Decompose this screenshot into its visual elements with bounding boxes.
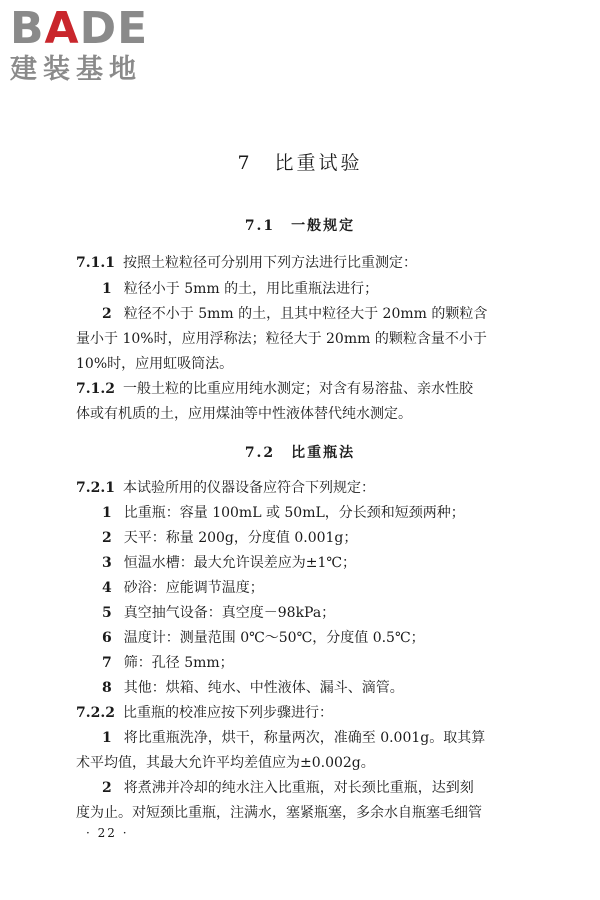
clause-7-1-1-item-2-cont: 量小于 10%时，应用浮称法；粒径大于 20mm 的颗粒含量不小于 bbox=[76, 331, 487, 347]
clause-7-2-2: 7.2.2 比重瓶的校准应按下列步骤进行： bbox=[76, 705, 333, 721]
clause-7-1-1-item-2: 2 粒径不小于 5mm 的土，且其中粒径大于 20mm 的颗粒含 bbox=[102, 306, 488, 322]
equipment-item: 6 温度计：测量范围 0℃～50℃，分度值 0.5℃； bbox=[102, 630, 425, 646]
equipment-item: 1 比重瓶：容量 100mL 或 50mL，分长颈和短颈两种； bbox=[102, 505, 465, 521]
section-heading-7-1: 7.1 一般规定 bbox=[244, 218, 356, 234]
logo-subtitle: 建装基地 bbox=[10, 54, 142, 85]
clause-7-1-1-item-1: 1 粒径小于 5mm 的土，用比重瓶法进行； bbox=[102, 281, 379, 297]
equipment-item: 8 其他：烘箱、纯水、中性液体、漏斗、滴管。 bbox=[102, 680, 404, 696]
clause-7-2-2-step-1-cont: 术平均值，其最大允许平均差值应为±0.002g。 bbox=[76, 755, 375, 771]
page-number: · 22 · bbox=[86, 826, 129, 840]
equipment-item: 5 真空抽气设备：真空度－98kPa； bbox=[102, 605, 336, 621]
clause-7-1-2: 7.1.2 一般土粒的比重应用纯水测定；对含有易溶盐、亲水性胶 bbox=[76, 381, 473, 397]
brand-logo bbox=[10, 3, 180, 86]
equipment-item: 7 筛：孔径 5mm； bbox=[102, 655, 234, 671]
section-heading-7-2: 7.2 比重瓶法 bbox=[244, 445, 356, 461]
logo-wordmark: BADE bbox=[10, 3, 149, 54]
clause-7-2-2-step-1: 1 将比重瓶洗净，烘干，称量两次，准确至 0.001g。取其算 bbox=[102, 730, 486, 746]
equipment-item: 4 砂浴：应能调节温度； bbox=[102, 580, 264, 596]
chapter-title bbox=[0, 148, 600, 175]
chapter-number: 7 bbox=[237, 152, 253, 174]
clause-7-2-2-step-2: 2 将煮沸并冷却的纯水注入比重瓶，对长颈比重瓶，达到刻 bbox=[102, 780, 474, 796]
clause-7-1-1: 7.1.1 按照土粒粒径可分别用下列方法进行比重测定： bbox=[76, 255, 417, 271]
equipment-item: 3 恒温水槽：最大允许误差应为±1℃； bbox=[102, 555, 357, 571]
equipment-item: 2 天平：称量 200g，分度值 0.001g； bbox=[102, 530, 358, 546]
clause-7-1-2-cont: 体或有机质的土，应用煤油等中性液体替代纯水测定。 bbox=[76, 406, 412, 422]
clause-7-1-1-item-2-end: 10%时，应用虹吸筒法。 bbox=[76, 356, 234, 372]
clause-7-2-2-step-2-cont: 度为止。对短颈比重瓶，注满水，塞紧瓶塞，多余水自瓶塞毛细管 bbox=[76, 805, 482, 821]
clause-7-2-1: 7.2.1 本试验所用的仪器设备应符合下列规定： bbox=[76, 480, 375, 496]
chapter-name: 比重试验 bbox=[274, 152, 363, 174]
